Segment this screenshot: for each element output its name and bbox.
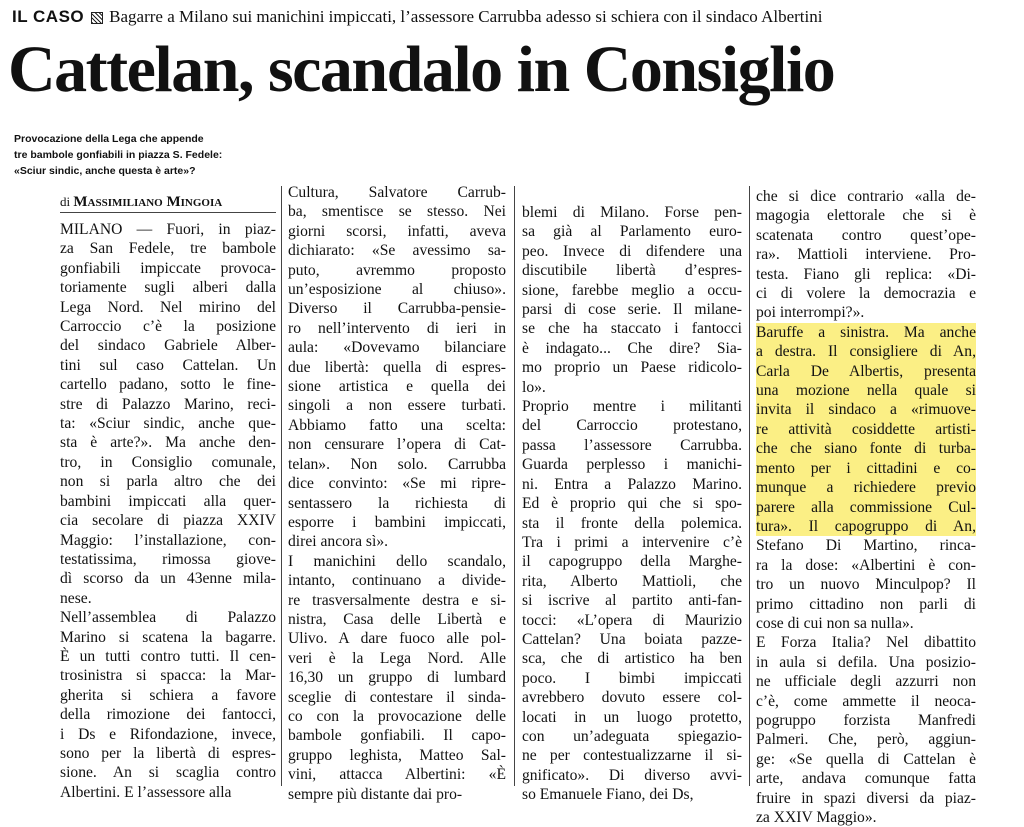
text-line: 16,30 un gruppo di lumbard (288, 669, 506, 687)
text-line: non si parla altro che dei (60, 473, 276, 491)
text-line: sca, che di artistico ha ben (522, 650, 742, 668)
text-line: co con la provocazione delle (288, 707, 506, 725)
text-line: peo. Invece di difendere una (522, 242, 742, 260)
text-line: Tra i primi a intervenire c’è (522, 533, 742, 551)
text-line: Abbiamo fatto una scelta: (288, 416, 506, 434)
text-line: tini sul caso Cattelan. Un (60, 356, 276, 374)
text-line: Palmeri. Che, però, aggiun- (756, 731, 976, 749)
text-line: È un tutti contro tutti. Il cen- (60, 647, 276, 665)
text-line: del sindaco Gabriele Alber- (60, 337, 276, 355)
text-line: che si dice contrario «alla de- (756, 188, 976, 205)
text-line: sta è arte?». Ma anche den- (60, 434, 276, 452)
text-line: a destra. Il consigliere di An, (756, 343, 976, 361)
text-line: Guarda perplesso i manichi- (522, 456, 742, 474)
text-line: del Carroccio protestano, (522, 417, 742, 435)
text-line: pogruppo forzista Manfredi (756, 711, 976, 729)
byline (60, 193, 276, 211)
text-line: primo cittadino non parli di (756, 595, 976, 613)
text-line: ci di volere la democrazia e (756, 285, 976, 303)
text-line: dice convinto: «Se mi ripre- (288, 475, 506, 493)
text-line: gnificato». Di diverso avvi- (522, 766, 742, 784)
text-line: dì scorso da un 43enne mila- (60, 570, 276, 588)
text-line: gruppo leghista, Matteo Sal- (288, 746, 506, 764)
text-line: Proprio mentre i militanti (522, 398, 742, 416)
text-line: re trasversalmente destra e si- (288, 591, 506, 609)
text-line: testa. Fiano gli replica: «Di- (756, 265, 976, 283)
text-line: scatenata contro quest’ope- (756, 226, 976, 244)
text-line: so Emanuele Fiano, dei Ds, (522, 786, 694, 804)
text-line: ge: «Se quella di Cattelan è (756, 750, 976, 768)
text-line: cartello padano, sotto le fine- (60, 376, 276, 394)
text-line: nese. (60, 589, 92, 607)
text-line: ra la dose: «Albertini è con- (756, 556, 976, 574)
text-line: ta: «Sciur sindic, anche que- (60, 415, 276, 433)
text-line: bambole gonfiabili. Il capo- (288, 727, 506, 745)
column-rule (749, 186, 750, 786)
text-line: tro, in Consiglio comunale, (60, 453, 276, 471)
text-line: gonfiabili impiccate provoca- (60, 259, 276, 277)
text-line: esporre i bambini impiccati, (288, 513, 506, 531)
text-line: tura». Il capogruppo di An, (756, 517, 976, 535)
text-line: Cattelan? Una boiata pazze- (522, 630, 742, 648)
text-line: stre di Palazzo Marino, reci- (60, 395, 276, 413)
text-line: za XXIV Maggio». (756, 809, 877, 826)
standfirst (14, 131, 284, 179)
text-line: si iscrive al partito anti-fan- (522, 592, 742, 610)
text-line: gherita si schiera a favore (60, 686, 276, 704)
text-line: sono per la libertà di espres- (60, 744, 276, 762)
text-line: Carla De Albertis, presenta (756, 362, 976, 380)
text-line: c’è, come ammette il neoca- (756, 692, 976, 710)
article-column-4 (756, 187, 976, 827)
text-line: Nell’assemblea di Palazzo (60, 609, 276, 627)
text-line: testatissima, rimossa giove- (60, 550, 276, 568)
section-tag: IL CASO (12, 7, 85, 26)
text-line: nistra, Casa delle Libertà e (288, 610, 506, 628)
text-line: ni. Entra a Palazzo Marino. (522, 475, 742, 493)
text-line: sceglie di contestare il sinda- (288, 688, 506, 706)
text-line: poi interrompi?». (756, 304, 865, 322)
text-line: tro un nuovo Minculpop? Il (756, 576, 976, 594)
article-column-3 (522, 203, 742, 805)
text-line: che che siano fonte di turba- (756, 440, 976, 458)
text-line: non censurare l’opera di Cat- (288, 436, 506, 454)
section-square-icon (91, 12, 103, 24)
text-line: toriamente sugli alberi dalla (60, 279, 276, 297)
byline-author: Massimiliano Mingoia (73, 194, 223, 210)
text-line: MILANO — Fuori, in piaz- (60, 221, 276, 238)
text-line: cia secolare di piazza XXIV (60, 512, 276, 530)
text-line: avrebbero dovuto essere col- (522, 689, 742, 707)
text-line: telan». Non solo. Carrubba (288, 455, 506, 473)
text-line: sa già al Parlamento euro- (522, 223, 742, 241)
column-rule (514, 186, 515, 786)
kicker (12, 6, 1016, 28)
byline-rule (60, 212, 276, 213)
text-line: vini, attacca Albertini: «È (288, 766, 506, 784)
text-line: se che ha staccato i fantocci (522, 320, 742, 338)
text-line: direi ancora sì». (288, 533, 389, 551)
text-line: veri è la Lega Nord. Alle (288, 649, 506, 667)
text-line: sentassero la richiesta di (288, 494, 506, 512)
text-line: rita, Alberto Mattioli, che (522, 572, 742, 590)
text-line: passa l’assessore Carrubba. (522, 436, 742, 454)
text-line: ra». Mattioli interviene. Pro- (756, 246, 976, 264)
text-line: sempre più distante dai pro- (288, 785, 463, 803)
headline: Cattelan, scandalo in Consiglio (8, 33, 835, 106)
text-line: in aula si defila. Una posizio- (756, 653, 976, 671)
text-line: singoli a non essere turbati. (288, 397, 506, 415)
text-line: bambini impiccati alla quer- (60, 492, 276, 510)
text-line: giorni scorsi, infatti, aveva (288, 222, 506, 240)
text-line: E Forza Italia? Nel dibattito (756, 634, 976, 652)
text-line: poco. I bimbi impiccati (522, 669, 742, 687)
text-line: trosinistra si spacca: la Mar- (60, 667, 276, 685)
text-line: Lega Nord. Nel mirino del (60, 298, 276, 316)
text-line: mo proprio un Paese ridicolo- (522, 359, 742, 377)
text-line: con un’adeguata spiegazio- (522, 727, 742, 745)
text-line: blemi di Milano. Forse pen- (522, 204, 742, 221)
text-line: ne per contestualizzarne il si- (522, 747, 742, 765)
text-line: ba, smentisce se stesso. Nei (288, 203, 506, 221)
text-line: Ulivo. A dare fuoco alle pol- (288, 630, 506, 648)
text-line: discutibile libertà d’espres- (522, 262, 742, 280)
text-line: Carroccio c’è la posizione (60, 318, 276, 336)
text-line: dichiarato: «Se avessimo sa- (288, 242, 506, 260)
text-line: due libertà: quella di espres- (288, 358, 506, 376)
kicker-text: Bagarre a Milano sui manichini impiccati, l’assessore Carrubba adesso si schiera con il sindaco Albertini (109, 7, 823, 26)
text-line: Marino si scatena la bagarre. (60, 628, 276, 646)
text-line: Maggio: l’installazione, con- (60, 531, 276, 549)
text-line: I manichini dello scandalo, (288, 552, 506, 570)
text-line: mento per i cittadini e co- (756, 459, 976, 477)
text-line: Stefano Di Martino, rinca- (756, 537, 976, 555)
text-line: della rimozione dei fantocci, (60, 706, 276, 724)
standfirst-line: Provocazione della Lega che appende (14, 133, 204, 145)
text-line: aula: «Dovevamo bilanciare (288, 339, 506, 357)
text-line: è indagato... Che dire? Sia- (522, 339, 742, 357)
text-line: sione. An si scaglia contro (60, 764, 276, 782)
text-line: locati in un luogo protetto, (522, 708, 742, 726)
text-line: Ed è proprio qui che si spo- (522, 495, 742, 513)
article-column-1 (60, 220, 276, 802)
text-line: un’esposizione al chiuso». (288, 281, 506, 299)
text-line: ne ufficiale degli azzurri non (756, 673, 976, 691)
text-line: magogia elettorale che si è (756, 207, 976, 225)
column-rule (281, 186, 282, 786)
text-line: za San Fedele, tre bambole (60, 240, 276, 258)
article-column-2 (288, 183, 506, 804)
text-line: Albertini. E l’assessore alla (60, 783, 232, 801)
text-line: il capogruppo della Marghe- (522, 553, 742, 571)
text-line: invita il sindaco a «rimuove- (756, 401, 976, 419)
text-line: Baruffe a sinistra. Ma anche (756, 323, 976, 341)
text-line: sione, farebbe meglio a occu- (522, 281, 742, 299)
text-line: i Ds e Rifondazione, invece, (60, 725, 276, 743)
standfirst-line: «Sciur sindic, anche questa è arte»? (14, 165, 196, 177)
text-line: sta il fronte della polemica. (522, 514, 742, 532)
text-line: ro nell’intervento di ieri in (288, 319, 506, 337)
text-line: parere alla commissione Cul- (756, 498, 976, 516)
text-line: tocci: «L’opera di Maurizio (522, 611, 742, 629)
text-line: fruire in spazi diversi da piaz- (756, 789, 976, 807)
text-line: parsi di cose serie. Il milane- (522, 301, 742, 319)
text-line: Diverso il Carrubba-pensie- (288, 300, 506, 318)
text-line: intanto, continuano a divide- (288, 572, 506, 590)
text-line: puto, avremmo proposto (288, 261, 506, 279)
text-line: lo». (522, 378, 546, 396)
text-line: re attività cosiddette artisti- (756, 420, 976, 438)
text-line: arte, andava comunque fatta (756, 770, 976, 788)
text-line: munque a richiedere previo (756, 479, 976, 497)
text-line: una mozione nella quale si (756, 382, 976, 400)
byline-prefix: di (60, 194, 71, 209)
standfirst-line: tre bambole gonfiabili in piazza S. Fedele: (14, 149, 223, 161)
text-line: Cultura, Salvatore Carrub- (288, 184, 506, 201)
text-line: sione artistica e quella dei (288, 378, 506, 396)
text-line: cose di cui non sa nulla». (756, 614, 914, 632)
